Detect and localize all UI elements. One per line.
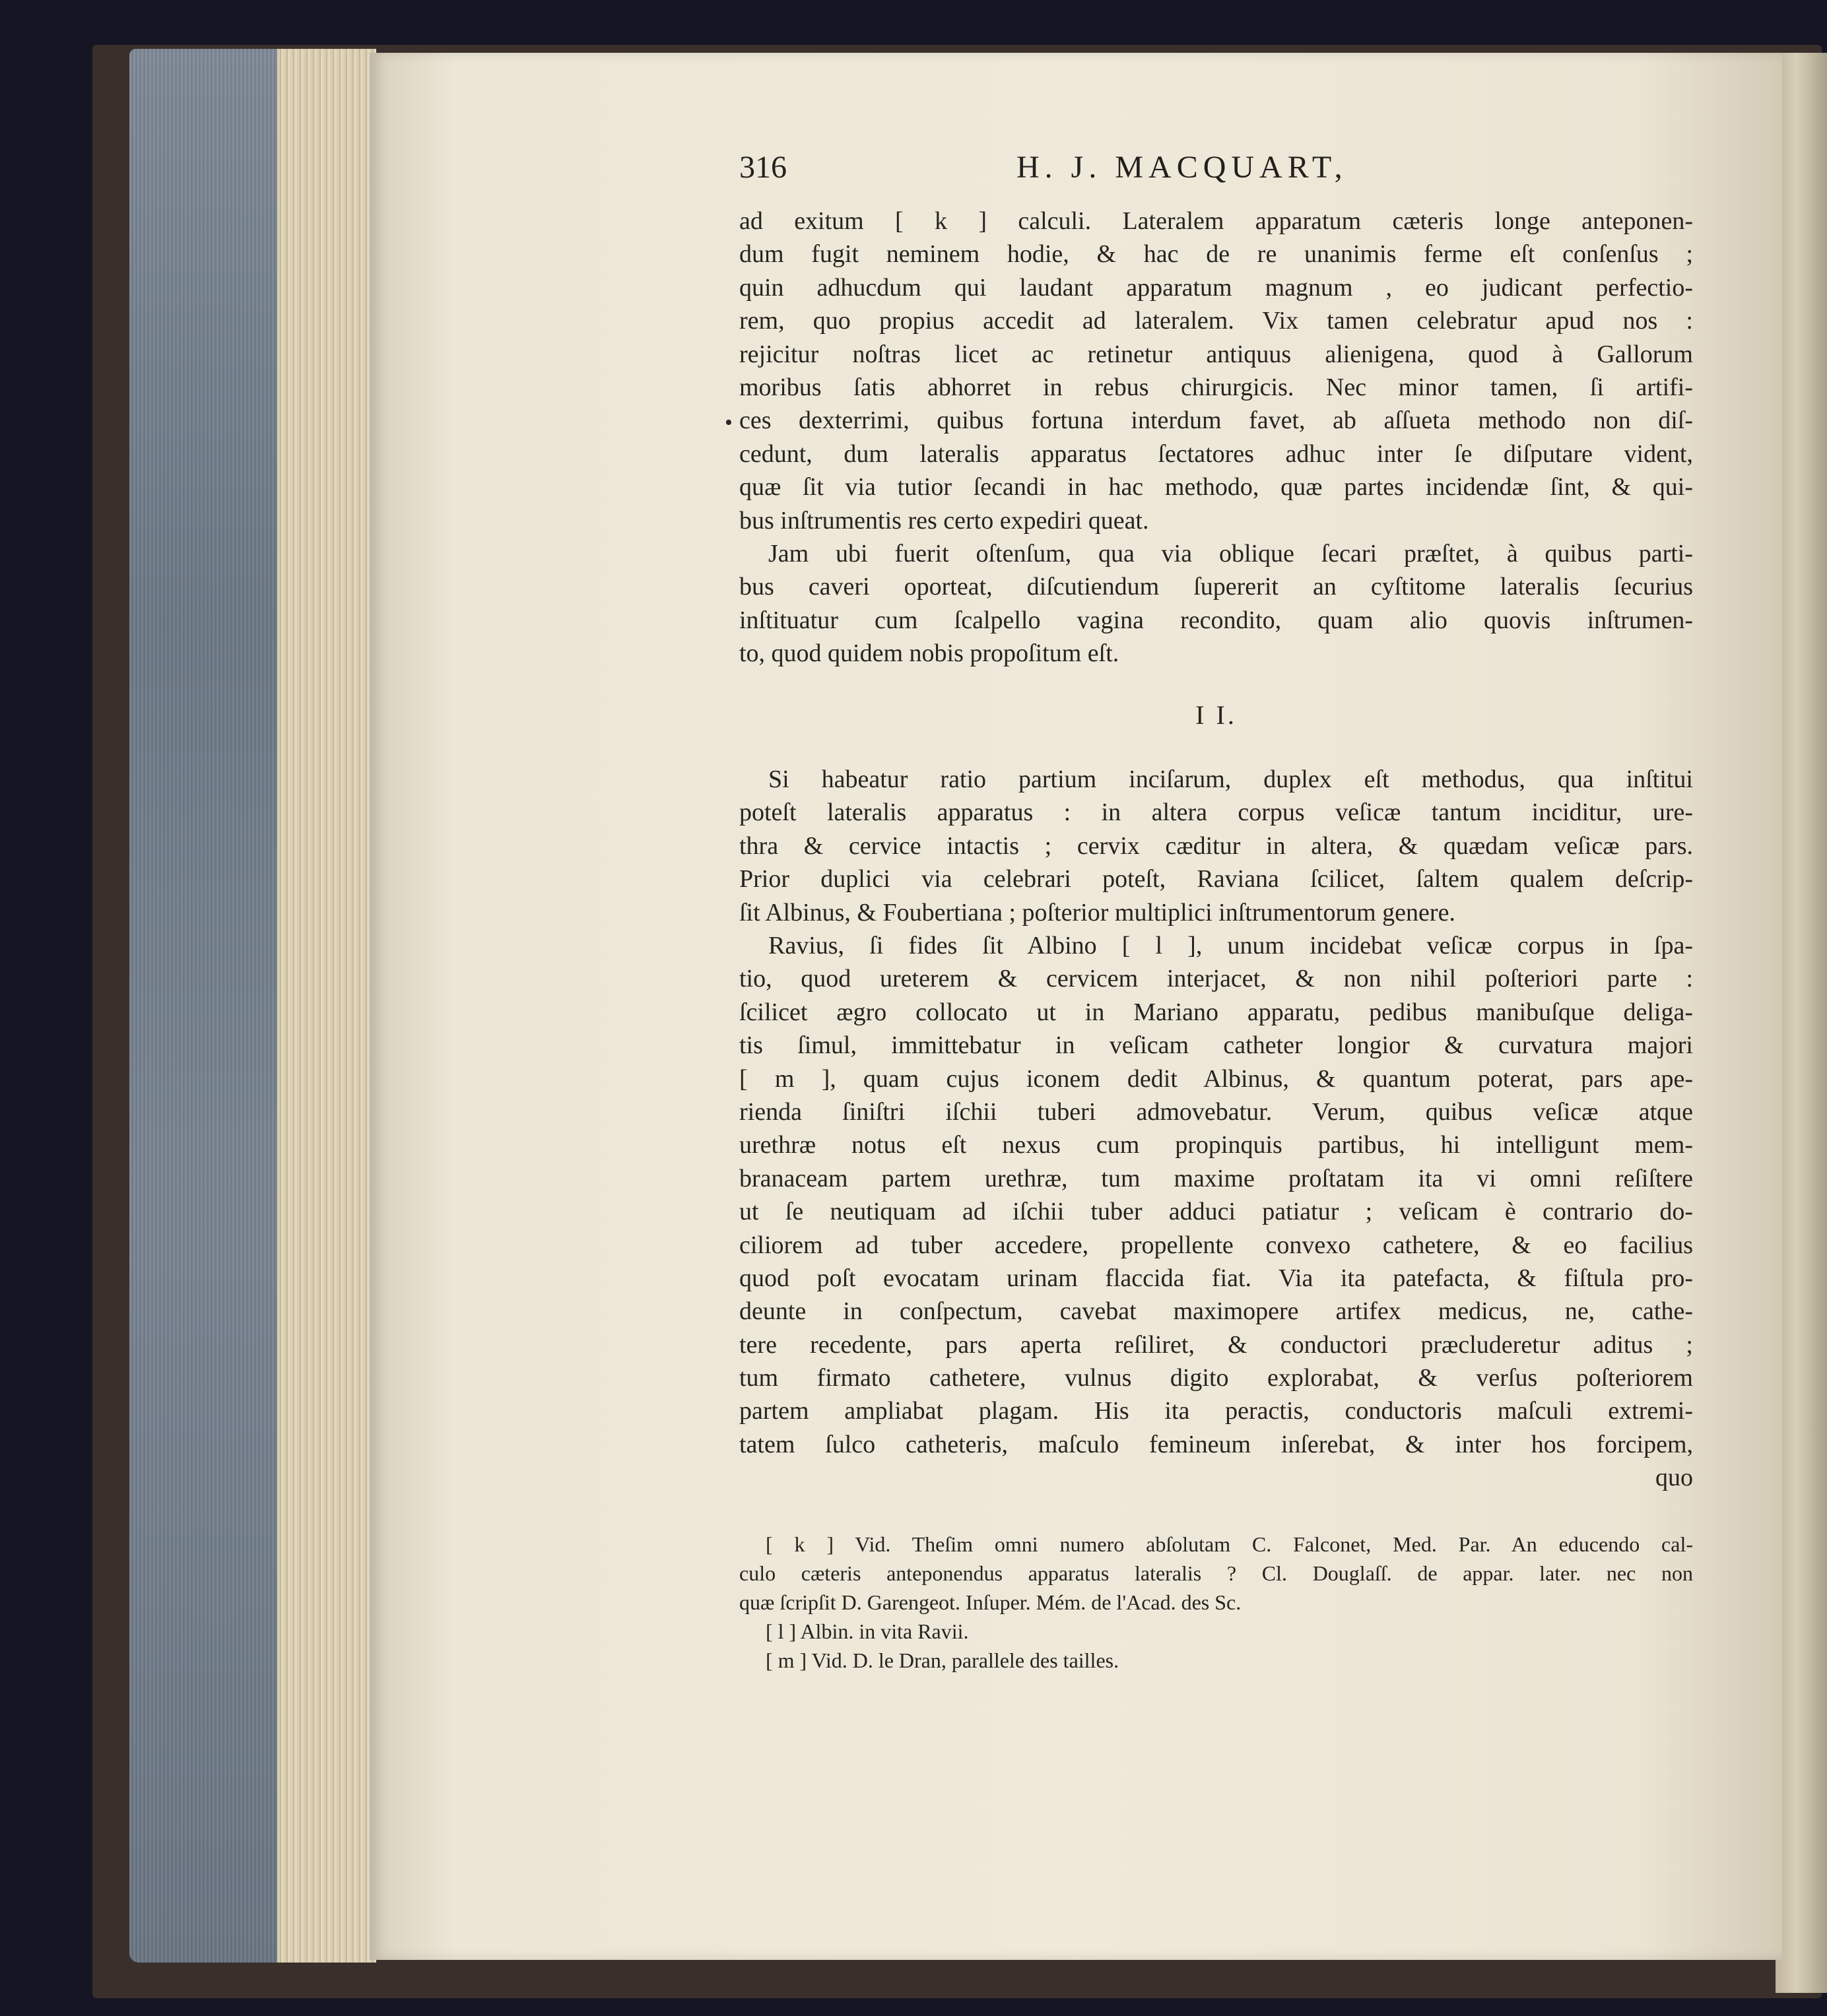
text-line: bus caveri oporteat, diſcutiendum ſupererit an cyſtitome lateralis ſecurius xyxy=(739,573,1693,601)
text-line: Ravius, ſi fides ſit Albino [ l ], unum incidebat veſicæ corpus in ſpa- xyxy=(768,932,1693,959)
text-line: Prior duplici via celebrari poteſt, Raviana ſcilicet, ſaltem qualem deſcrip- xyxy=(739,865,1693,894)
footnote-line: [ k ] Vid. Theſim omni numero abſolutam C. Falconet, Med. Par. An educendo cal- xyxy=(766,1532,1693,1556)
page-number: 316 xyxy=(739,150,787,185)
text-line: tatem ſulco catheteris, maſculo femineum inſerebat, & inter hos forcipem, xyxy=(739,1430,1693,1458)
text-line: bus inſtrumentis res certo expediri queat. xyxy=(739,506,1149,535)
text-line: ces dexterrimi, quibus fortuna interdum favet, ab aſſueta methodo non diſ- xyxy=(739,406,1693,435)
facing-page-edge xyxy=(1776,53,1827,1993)
text-line: ut ſe neutiquam ad iſchii tuber adduci patiatur ; veſicam è contrario do- xyxy=(739,1198,1693,1226)
catchword: quo xyxy=(1655,1464,1693,1492)
text-line: [ m ], quam cujus iconem dedit Albinus, & quantum poterat, pars ape- xyxy=(739,1064,1693,1093)
text-line: rienda ſiniſtri iſchii tuberi admovebatur. Verum, quibus veſicæ atque xyxy=(739,1097,1693,1126)
footnote-line: [ m ] Vid. D. le Dran, parallele des tailles. xyxy=(766,1648,1119,1672)
text-line: dum fugit neminem hodie, & hac de re unanimis ferme eſt conſenſus ; xyxy=(739,240,1693,269)
text-line: branaceam partem urethræ, tum maxime proſtatam ita vi omni reſiſtere xyxy=(739,1164,1693,1192)
text-line: urethræ notus eſt nexus cum propinquis partibus, hi intelligunt mem- xyxy=(739,1131,1693,1159)
text-line: tere recedente, pars aperta reſiliret, & conductori præcluderetur aditus ; xyxy=(739,1330,1693,1359)
footnote-line: [ l ] Albin. in vita Ravii. xyxy=(766,1619,969,1643)
text-line: inſtituatur cum ſcalpello vagina recondito, quam alio quovis inſtrumen- xyxy=(739,606,1693,634)
text-line: moribus ſatis abhorret in rebus chirurgicis. Nec minor tamen, ſi artifi- xyxy=(739,373,1693,401)
paragraph-1 xyxy=(739,205,1693,537)
paragraph-4 xyxy=(739,929,1693,1495)
text-line: quæ ſit via tutior ſecandi in hac methodo, quæ partes incidendæ ſint, & qui- xyxy=(739,473,1693,502)
text-line: tum firmato cathetere, vulnus digito explorabat, & verſus poſteriorem xyxy=(739,1364,1693,1392)
margin-dot: • xyxy=(725,410,733,435)
text-line: deunte in conſpectum, cavebat maximopere artifex medicus, ne, cathe- xyxy=(739,1297,1693,1326)
text-line: cedunt, dum lateralis apparatus ſectatores adhuc inter ſe diſputare vident, xyxy=(739,439,1693,468)
footnote-line: culo cæteris anteponendus apparatus lateralis ? Cl. Douglaſſ. de appar. later. nec non xyxy=(739,1561,1693,1585)
text-line: quin adhucdum qui laudant apparatum magnum , eo judicant perfectio- xyxy=(739,273,1693,302)
text-line: quod poſt evocatam urinam flaccida fiat. Via ita patefacta, & fiſtula pro- xyxy=(739,1264,1693,1292)
footnote-line: quæ ſcripſit D. Garengeot. Inſuper. Mém. de l'Acad. des Sc. xyxy=(739,1590,1242,1614)
text-line: Jam ubi fuerit oſtenſum, qua via oblique ſecari præſtet, à quibus parti- xyxy=(768,540,1693,568)
section-heading: I I. xyxy=(1195,700,1237,730)
text-line: tis ſimul, immittebatur in veſicam catheter longior & curvatura majori xyxy=(739,1031,1693,1060)
page-stack xyxy=(277,49,376,1963)
footnotes xyxy=(739,1530,1693,1675)
text-line: ſit Albinus, & Foubertiana ; poſterior multiplici inſtrumentorum genere. xyxy=(739,898,1455,927)
running-title: H. J. MACQUART, xyxy=(1016,150,1348,185)
running-header xyxy=(739,149,1693,189)
paragraph-3 xyxy=(739,763,1693,929)
text-line: rejicitur noſtras licet ac retinetur antiquus alienigena, quod à Gallorum xyxy=(739,340,1693,368)
text-line: ad exitum [ k ] calculi. Lateralem apparatum cæteris longe anteponen- xyxy=(739,207,1693,235)
text-line: rem, quo propius accedit ad lateralem. Vix tamen celebratur apud nos : xyxy=(739,307,1693,335)
text-line: to, quod quidem nobis propoſitum eſt. xyxy=(739,639,1119,668)
text-line: tio, quod ureterem & cervicem interjacet, & non nihil poſteriori parte : xyxy=(739,965,1693,993)
text-line: ſcilicet ægro collocato ut in Mariano apparatu, pedibus manibuſque deliga- xyxy=(739,998,1693,1026)
book-fore-edge xyxy=(129,49,288,1963)
text-line: poteſt lateralis apparatus : in altera corpus veſicæ tantum inciditur, ure- xyxy=(739,798,1693,827)
paragraph-2 xyxy=(739,537,1693,670)
text-line: partem ampliabat plagam. His ita peractis, conductoris maſculi extremi- xyxy=(739,1397,1693,1425)
text-line: ciliorem ad tuber accedere, propellente convexo cathetere, & eo facilius xyxy=(739,1231,1693,1259)
text-line: thra & cervice intactis ; cervix cæditur in altera, & quædam veſicæ pars. xyxy=(739,831,1693,860)
text-line: Si habeatur ratio partium inciſarum, duplex eſt methodus, qua inſtitui xyxy=(768,765,1693,793)
